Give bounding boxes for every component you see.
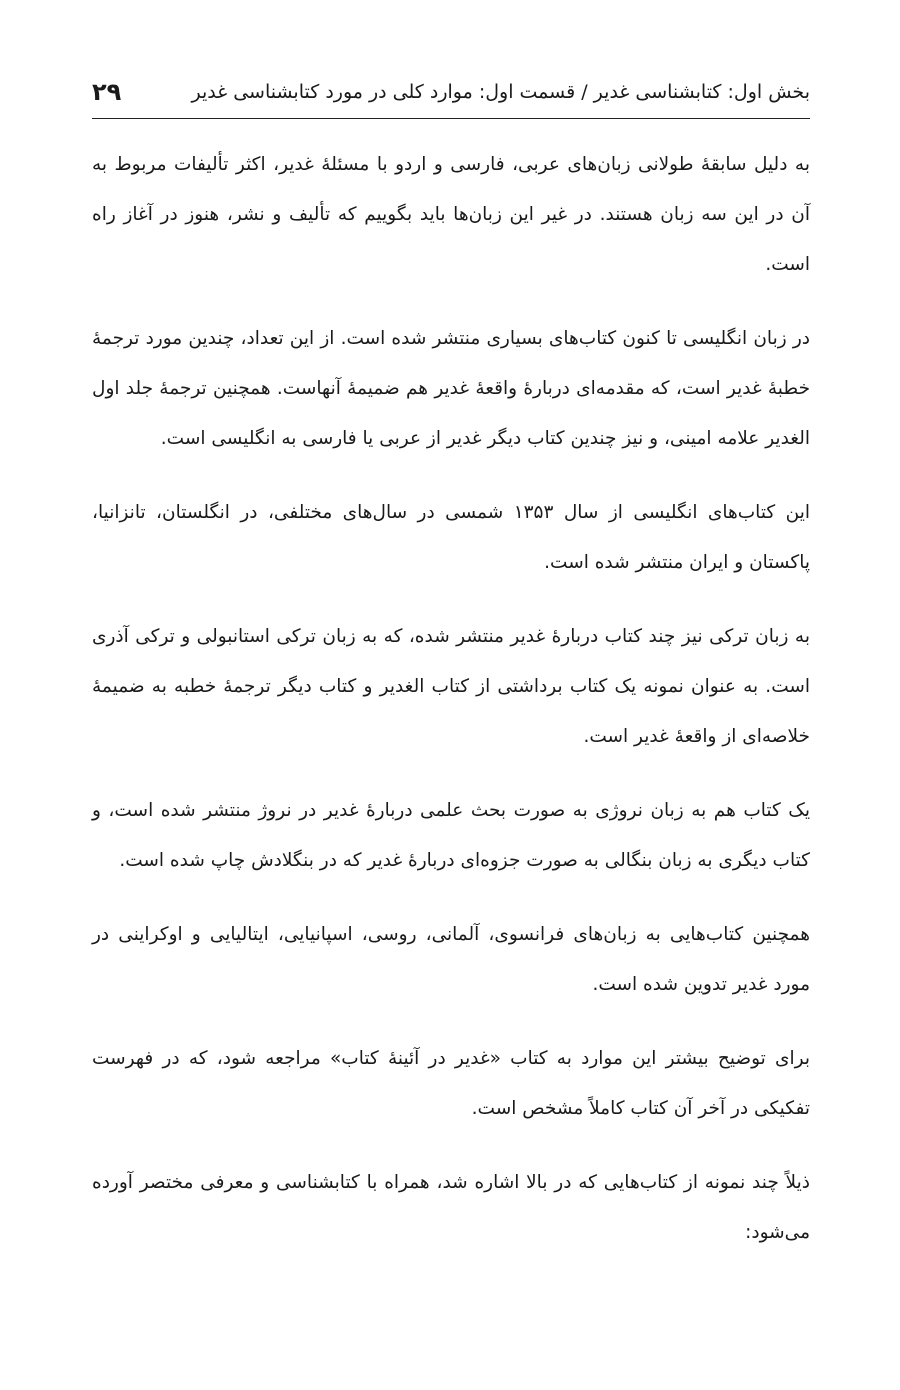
paragraph: این کتاب‌های انگلیسی از سال ۱۳۵۳ شمسی در سال‌های مختلفی، در انگلستان، تانزانیا، پاکستان و ایران منتشر شده است. [92, 502, 810, 573]
page-number: ۲۹ [92, 78, 122, 106]
paragraph: به دلیل سابقۀ طولانی زبان‌های عربی، فارسی و اردو با مسئلۀ غدیر، اکثر تألیفات مربوط به آن در این سه زبان هستند. در غیر این زبان‌ها باید بگوییم که تألیف و نشر، هنوز در آغاز راه است. [92, 154, 810, 275]
body-text [92, 140, 810, 1282]
header-title: بخش اول: کتابشناسی غدیر / قسمت اول: موارد کلی در مورد کتابشناسی غدیر [191, 81, 810, 103]
paragraph: برای توضیح بیشتر این موارد به کتاب «غدیر در آئینۀ کتاب» مراجعه شود، که در فهرست تفکیکی در آخر آن کتاب کاملاً مشخص است. [92, 1048, 810, 1119]
paragraph: یک کتاب هم به زبان نروژی به صورت بحث علمی دربارۀ غدیر در نروژ منتشر شده است، و کتاب دیگری به زبان بنگالی به صورت جزوه‌ای دربارۀ غدیر که در بنگلادش چاپ شده است. [92, 800, 810, 871]
header-divider [92, 118, 810, 119]
paragraph: ذیلاً چند نمونه از کتاب‌هایی که در بالا اشاره شد، همراه با کتابشناسی و معرفی مختصر آورده می‌شود: [92, 1172, 810, 1243]
running-header [92, 74, 810, 118]
paragraph: همچنین کتاب‌هایی به زبان‌های فرانسوی، آلمانی، روسی، اسپانیایی، ایتالیایی و اوکراینی در مورد غدیر تدوین شده است. [92, 924, 810, 995]
paragraph: به زبان ترکی نیز چند کتاب دربارۀ غدیر منتشر شده، که به زبان ترکی استانبولی و ترکی آذری است. به عنوان نمونه یک کتاب برداشتی از کتاب الغدیر و کتاب دیگر ترجمۀ خطبه به ضمیمۀ خلاصه‌ای از واقعۀ غدیر است. [92, 626, 810, 747]
document-page [92, 0, 810, 1390]
paragraph: در زبان انگلیسی تا کنون کتاب‌های بسیاری منتشر شده است. از این تعداد، چندین مورد ترجمۀ خطبۀ غدیر است، که مقدمه‌ای دربارۀ واقعۀ غدیر هم ضمیمۀ آنهاست. همچنین ترجمۀ جلد اول الغدیر علامه امینی، و نیز چندین کتاب دیگر غدیر از عربی یا فارسی به انگلیسی است. [92, 328, 810, 449]
